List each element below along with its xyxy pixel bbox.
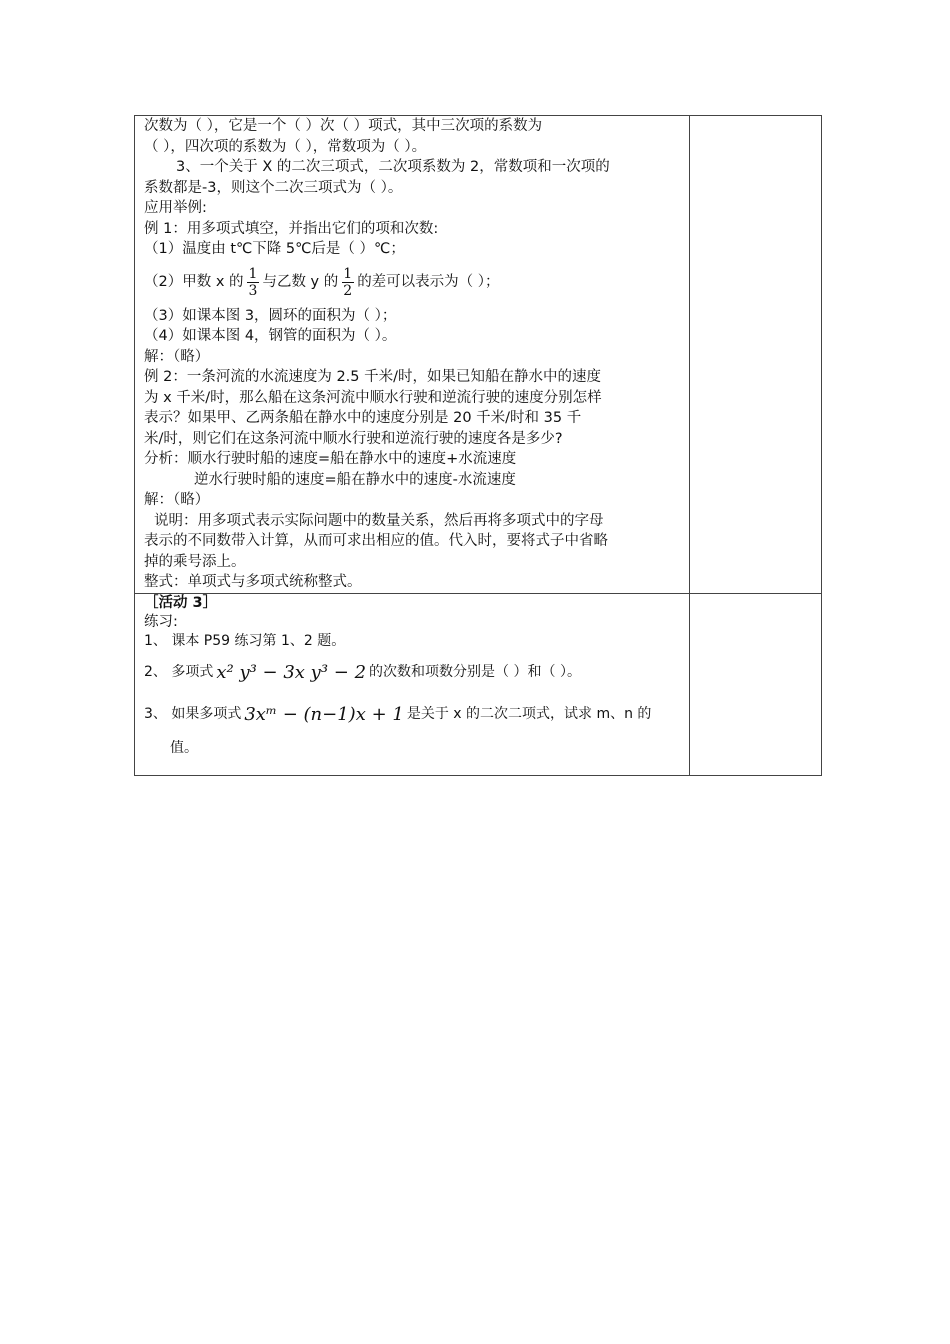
- text-line: 系数都是-3，则这个二次三项式为（ ）。: [144, 179, 403, 196]
- text-line: （4）如课本图 4，钢管的面积为（ ）。: [144, 328, 397, 344]
- exercise-item: 1、 课本 P59 练习第 1、2 题。: [144, 632, 346, 649]
- text-line: 整式：单项式与多项式统称整式。: [144, 574, 362, 590]
- text-line: 逆水行驶时船的速度=船在静水中的速度-水流速度: [194, 471, 516, 488]
- fraction-one-half: [341, 266, 354, 299]
- exercise-prefix: 2、 多项式: [144, 664, 214, 680]
- fraction-line: [144, 260, 683, 306]
- side-cell: [690, 116, 822, 594]
- activity-title: ［活动 3］: [144, 594, 218, 611]
- section1-body: [135, 116, 689, 593]
- text-line: （ ），四次项的系数为（ ），常数项为（ ）。: [144, 138, 427, 155]
- exercise-suffix: 的次数和项数分别是（ ）和（ ）。: [369, 664, 581, 680]
- text-line: 3、一个关于 X 的二次三项式，二次项系数为 2，常数项和一次项的: [176, 159, 610, 175]
- text-line: 说明：用多项式表示实际问题中的数量关系，然后再将多项式中的字母: [154, 512, 604, 529]
- exercise-item: [144, 651, 683, 695]
- text-line: 例 2：一条河流的水流速度为 2.5 千米/时，如果已知船在静水中的速度: [144, 369, 601, 385]
- text-line: 解：（略）: [144, 492, 210, 508]
- polynomial-expression: x² y³ − 3x y³ − 2: [216, 662, 367, 683]
- exercise-item: [144, 695, 683, 735]
- frac-prefix: （2）甲数 x 的: [144, 274, 244, 291]
- practice-label: 练习:: [144, 613, 178, 630]
- frac-middle: 与乙数 y 的: [262, 274, 339, 291]
- lesson-table: [134, 115, 822, 776]
- text-line: 解：（略）: [144, 348, 210, 365]
- fraction-one-third: [247, 266, 260, 299]
- section2-body: [135, 594, 689, 767]
- text-line: 应用举例:: [144, 200, 207, 216]
- content-cell: [135, 593, 690, 775]
- text-line: （1）温度由 t℃下降 5℃后是（ ）℃；: [144, 241, 405, 257]
- exercise-continuation: 值。: [170, 739, 198, 756]
- fraction-denominator: 2: [343, 283, 353, 299]
- text-line: （3）如课本图 3，圆环的面积为（ ）；: [144, 307, 397, 324]
- table-row: [135, 593, 822, 775]
- text-line: 表示？如果甲、乙两条船在静水中的速度分别是 20 千米/时和 35 千: [144, 410, 582, 426]
- text-line: 为 x 千米/时，那么船在这条河流中顺水行驶和逆流行驶的速度分别怎样: [144, 389, 602, 406]
- content-cell: [135, 116, 690, 594]
- text-line: 例 1：用多项式填空，并指出它们的项和次数:: [144, 220, 439, 237]
- fraction-denominator: 3: [248, 283, 258, 299]
- text-line: 次数为（ ），它是一个（ ）次（ ）项式，其中三次项的系数为: [144, 118, 543, 134]
- text-line: 掉的乘号添上。: [144, 553, 246, 570]
- text-line: 米/时，则它们在这条河流中顺水行驶和逆流行驶的速度各是多少?: [144, 430, 563, 447]
- table-row: [135, 116, 822, 594]
- exercise-prefix: 3、 如果多项式: [144, 706, 242, 722]
- fraction-numerator: 1: [343, 266, 353, 282]
- fraction-numerator: 1: [248, 266, 258, 282]
- text-line: 分析：顺水行驶时船的速度=船在静水中的速度+水流速度: [144, 451, 517, 467]
- text-line: 表示的不同数带入计算，从而可求出相应的值。代入时，要将式子中省略: [144, 533, 608, 549]
- side-cell: [690, 593, 822, 775]
- polynomial-expression: 3xᵐ − (n−1)x + 1: [244, 704, 404, 725]
- frac-suffix: 的差可以表示为（ ）；: [357, 274, 500, 291]
- exercise-suffix: 是关于 x 的二次二项式，试求 m、n 的: [406, 706, 652, 722]
